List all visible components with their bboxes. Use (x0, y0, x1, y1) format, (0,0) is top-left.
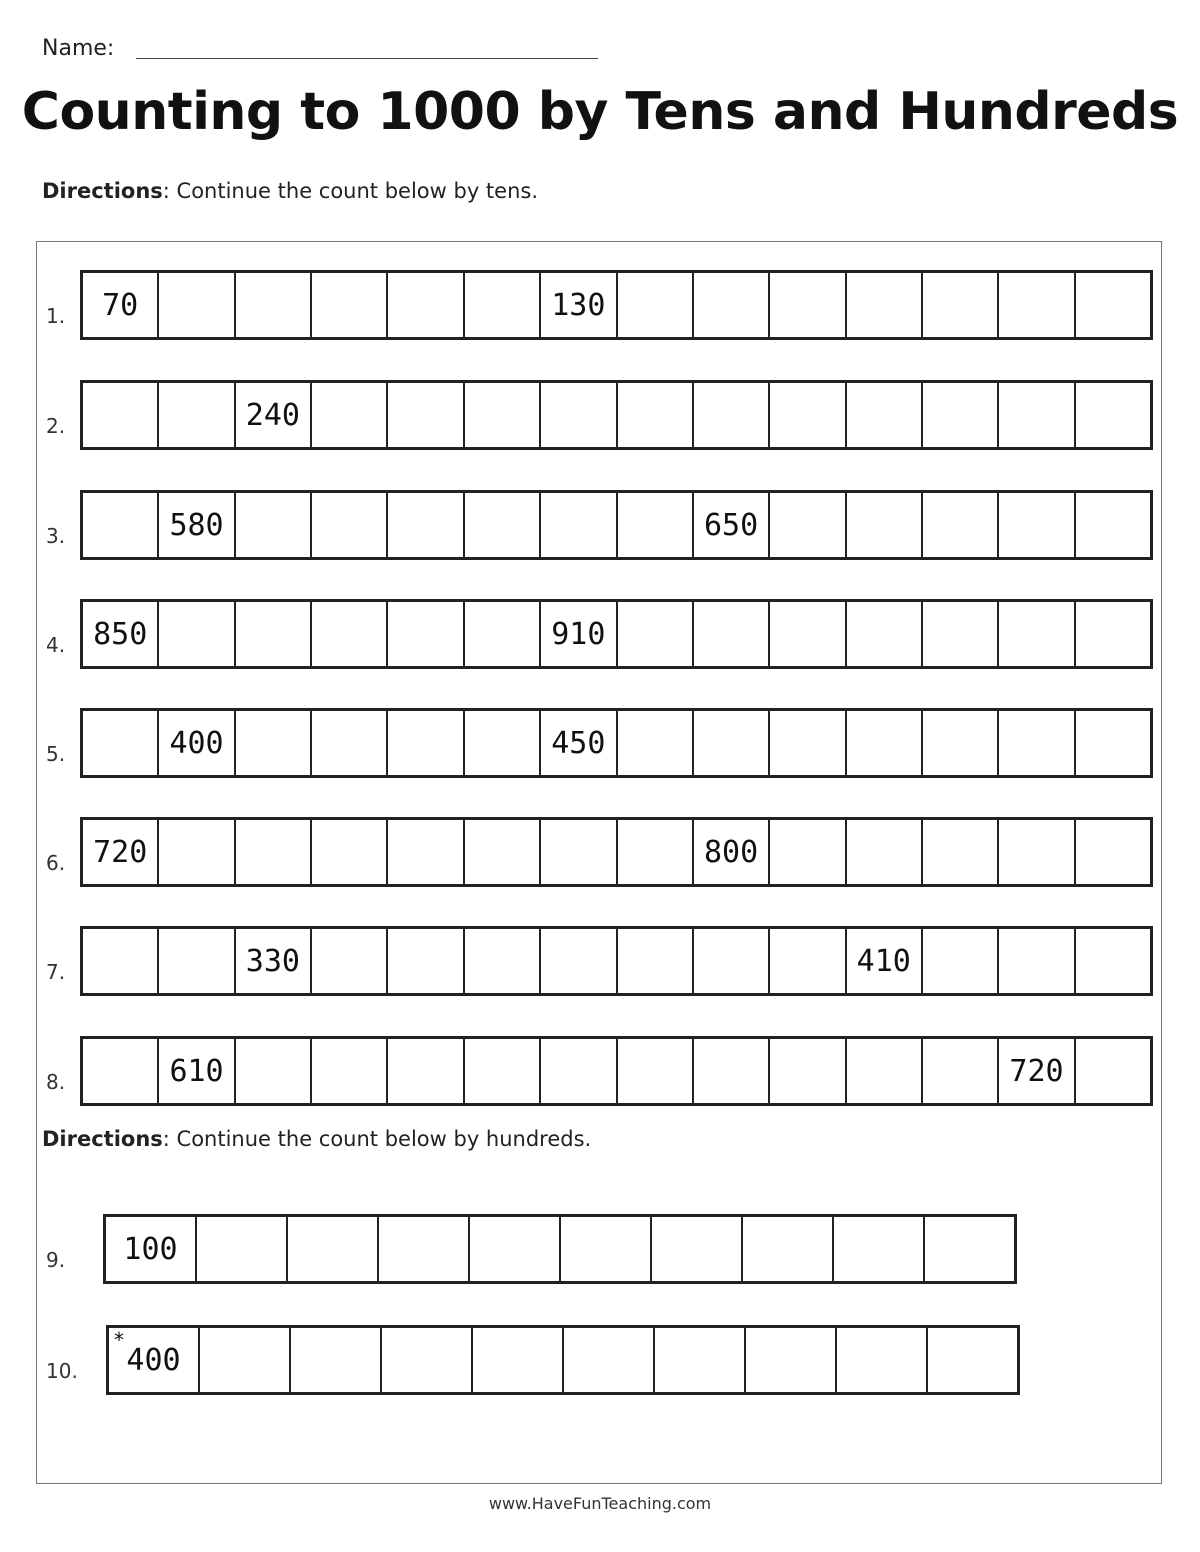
answer-box[interactable] (923, 602, 999, 666)
given-number: 650 (703, 507, 759, 543)
answer-box[interactable] (1076, 1039, 1150, 1103)
count-row (80, 490, 1153, 560)
answer-box[interactable] (847, 1039, 923, 1103)
given-number: 70 (102, 287, 139, 323)
answer-box[interactable] (159, 929, 235, 993)
answer-box[interactable] (1076, 711, 1150, 775)
given-number-cell[interactable] (83, 602, 159, 666)
answer-box[interactable] (770, 273, 846, 337)
answer-box[interactable] (925, 1217, 1014, 1281)
given-number-cell[interactable] (694, 493, 770, 557)
answer-box[interactable] (847, 820, 923, 884)
given-number: 850 (93, 616, 148, 652)
given-number-cell[interactable] (106, 1217, 197, 1281)
answer-box[interactable] (312, 383, 388, 447)
answer-box[interactable] (618, 602, 694, 666)
answer-box[interactable] (312, 1039, 388, 1103)
count-row (106, 1325, 1020, 1395)
answer-box[interactable] (770, 711, 846, 775)
count-row (80, 1036, 1153, 1106)
answer-box[interactable] (618, 1039, 694, 1103)
answer-box[interactable] (694, 711, 770, 775)
answer-box[interactable] (770, 1039, 846, 1103)
answer-box[interactable] (561, 1217, 652, 1281)
answer-box[interactable] (159, 383, 235, 447)
worksheet-title: Counting to 1000 by Tens and Hundreds (21, 82, 1179, 142)
answer-box[interactable] (847, 602, 923, 666)
answer-box[interactable] (312, 273, 388, 337)
given-number: 720 (93, 834, 148, 870)
answer-box[interactable] (388, 711, 464, 775)
answer-box[interactable] (388, 929, 464, 993)
given-number-cell[interactable] (236, 929, 312, 993)
answer-box[interactable] (923, 493, 999, 557)
answer-box[interactable] (236, 493, 312, 557)
answer-box[interactable] (291, 1328, 382, 1392)
given-number: 800 (703, 834, 759, 870)
answer-box[interactable] (312, 929, 388, 993)
answer-box[interactable] (83, 711, 159, 775)
answer-box[interactable] (159, 820, 235, 884)
answer-box[interactable] (999, 711, 1075, 775)
answer-box[interactable] (159, 273, 235, 337)
given-number: 130 (551, 287, 606, 323)
answer-box[interactable] (618, 711, 694, 775)
answer-box[interactable] (236, 711, 312, 775)
row-number: 5. (46, 742, 66, 766)
answer-box[interactable] (1076, 273, 1150, 337)
answer-box[interactable] (473, 1328, 564, 1392)
answer-box[interactable] (465, 273, 541, 337)
row-number: 3. (46, 524, 66, 548)
count-row (80, 599, 1153, 669)
answer-box[interactable] (847, 383, 923, 447)
answer-box[interactable] (541, 493, 617, 557)
answer-box[interactable] (923, 273, 999, 337)
directions-tens-bold: Directions (42, 179, 163, 203)
answer-box[interactable] (999, 602, 1075, 666)
answer-box[interactable] (999, 383, 1075, 447)
answer-box[interactable] (837, 1328, 928, 1392)
answer-box[interactable] (288, 1217, 379, 1281)
row-number: 1. (46, 304, 66, 328)
answer-box[interactable] (388, 1039, 464, 1103)
count-row (80, 926, 1153, 996)
given-number-cell[interactable] (541, 602, 617, 666)
answer-box[interactable] (928, 1328, 1017, 1392)
answer-box[interactable] (465, 602, 541, 666)
given-number: 400 (169, 725, 224, 761)
answer-box[interactable] (999, 929, 1075, 993)
row-number: 10. (46, 1359, 78, 1383)
given-number-cell[interactable] (83, 273, 159, 337)
answer-box[interactable] (470, 1217, 561, 1281)
answer-box[interactable] (923, 711, 999, 775)
answer-box[interactable] (923, 820, 999, 884)
directions-tens (42, 179, 538, 203)
answer-box[interactable] (379, 1217, 470, 1281)
given-number-cell[interactable] (159, 1039, 235, 1103)
given-number-cell[interactable] (83, 820, 159, 884)
answer-box[interactable] (694, 1039, 770, 1103)
count-row (80, 380, 1153, 450)
answer-box[interactable] (83, 929, 159, 993)
directions-hundreds-text: : Continue the count below by hundreds. (162, 1127, 592, 1151)
answer-box[interactable] (465, 820, 541, 884)
answer-box[interactable] (618, 820, 694, 884)
answer-box[interactable] (770, 929, 846, 993)
given-number: 610 (169, 1053, 224, 1089)
row-number: 8. (46, 1070, 66, 1094)
given-number-cell[interactable] (694, 820, 770, 884)
answer-box[interactable] (618, 493, 694, 557)
answer-box[interactable] (999, 820, 1075, 884)
answer-box[interactable] (541, 383, 617, 447)
answer-box[interactable] (923, 1039, 999, 1103)
answer-box[interactable] (847, 493, 923, 557)
answer-box[interactable] (465, 1039, 541, 1103)
answer-box[interactable] (159, 602, 235, 666)
answer-box[interactable] (388, 602, 464, 666)
answer-box[interactable] (999, 493, 1075, 557)
answer-box[interactable] (541, 929, 617, 993)
given-number-cell[interactable] (109, 1328, 200, 1392)
given-number-cell[interactable] (541, 711, 617, 775)
answer-box[interactable] (618, 273, 694, 337)
row-number: 7. (46, 960, 66, 984)
answer-box[interactable] (236, 820, 312, 884)
answer-box[interactable] (541, 1039, 617, 1103)
given-number-cell[interactable] (236, 383, 312, 447)
answer-box[interactable] (770, 602, 846, 666)
answer-box[interactable] (1076, 929, 1150, 993)
answer-box[interactable] (382, 1328, 473, 1392)
given-number: 410 (856, 943, 911, 979)
answer-box[interactable] (923, 383, 999, 447)
answer-box[interactable] (465, 383, 541, 447)
name-line (136, 58, 598, 59)
asterisk-mark: * (113, 1328, 126, 1352)
answer-box[interactable] (200, 1328, 291, 1392)
given-number-cell[interactable] (847, 929, 923, 993)
answer-box[interactable] (770, 383, 846, 447)
answer-box[interactable] (388, 273, 464, 337)
given-number: 400 (126, 1342, 181, 1378)
row-number: 2. (46, 414, 66, 438)
answer-box[interactable] (770, 820, 846, 884)
answer-box[interactable] (694, 383, 770, 447)
answer-box[interactable] (388, 820, 464, 884)
answer-box[interactable] (465, 493, 541, 557)
given-number: 450 (551, 725, 606, 761)
answer-box[interactable] (465, 711, 541, 775)
count-row (80, 270, 1153, 340)
answer-box[interactable] (743, 1217, 834, 1281)
answer-box[interactable] (847, 711, 923, 775)
answer-box[interactable] (388, 493, 464, 557)
given-number-cell[interactable] (159, 711, 235, 775)
row-number: 9. (46, 1248, 66, 1272)
answer-box[interactable] (236, 273, 312, 337)
given-number: 720 (1009, 1053, 1064, 1089)
answer-box[interactable] (465, 929, 541, 993)
answer-box[interactable] (618, 383, 694, 447)
given-number: 580 (169, 507, 224, 543)
name-label: Name: (42, 36, 115, 61)
answer-box[interactable] (312, 493, 388, 557)
row-number: 4. (46, 633, 66, 657)
answer-box[interactable] (694, 929, 770, 993)
given-number-cell[interactable] (541, 273, 617, 337)
answer-box[interactable] (618, 929, 694, 993)
footer-url: www.HaveFunTeaching.com (488, 1494, 712, 1513)
row-number: 6. (46, 851, 66, 875)
answer-box[interactable] (564, 1328, 655, 1392)
given-number: 330 (245, 943, 300, 979)
answer-box[interactable] (312, 711, 388, 775)
answer-box[interactable] (999, 273, 1075, 337)
answer-box[interactable] (83, 383, 159, 447)
answer-box[interactable] (83, 493, 159, 557)
answer-box[interactable] (236, 1039, 312, 1103)
given-number: 100 (123, 1231, 178, 1267)
answer-box[interactable] (388, 383, 464, 447)
answer-box[interactable] (541, 820, 617, 884)
answer-box[interactable] (834, 1217, 925, 1281)
answer-box[interactable] (847, 273, 923, 337)
count-row (80, 708, 1153, 778)
answer-box[interactable] (197, 1217, 288, 1281)
directions-tens-text: : Continue the count below by tens. (162, 179, 539, 203)
answer-box[interactable] (312, 820, 388, 884)
answer-box[interactable] (746, 1328, 837, 1392)
directions-hundreds (42, 1127, 591, 1151)
answer-box[interactable] (770, 493, 846, 557)
answer-box[interactable] (694, 273, 770, 337)
answer-box[interactable] (1076, 602, 1150, 666)
answer-box[interactable] (655, 1328, 746, 1392)
directions-hundreds-bold: Directions (42, 1127, 163, 1151)
answer-box[interactable] (312, 602, 388, 666)
given-number-cell[interactable] (999, 1039, 1075, 1103)
answer-box[interactable] (652, 1217, 743, 1281)
count-row (80, 817, 1153, 887)
answer-box[interactable] (1076, 820, 1150, 884)
given-number: 910 (551, 616, 606, 652)
answer-box[interactable] (923, 929, 999, 993)
answer-box[interactable] (83, 1039, 159, 1103)
count-row (103, 1214, 1017, 1284)
answer-box[interactable] (694, 602, 770, 666)
answer-box[interactable] (1076, 493, 1150, 557)
given-number: 240 (245, 397, 300, 433)
answer-box[interactable] (1076, 383, 1150, 447)
given-number-cell[interactable] (159, 493, 235, 557)
answer-box[interactable] (236, 602, 312, 666)
